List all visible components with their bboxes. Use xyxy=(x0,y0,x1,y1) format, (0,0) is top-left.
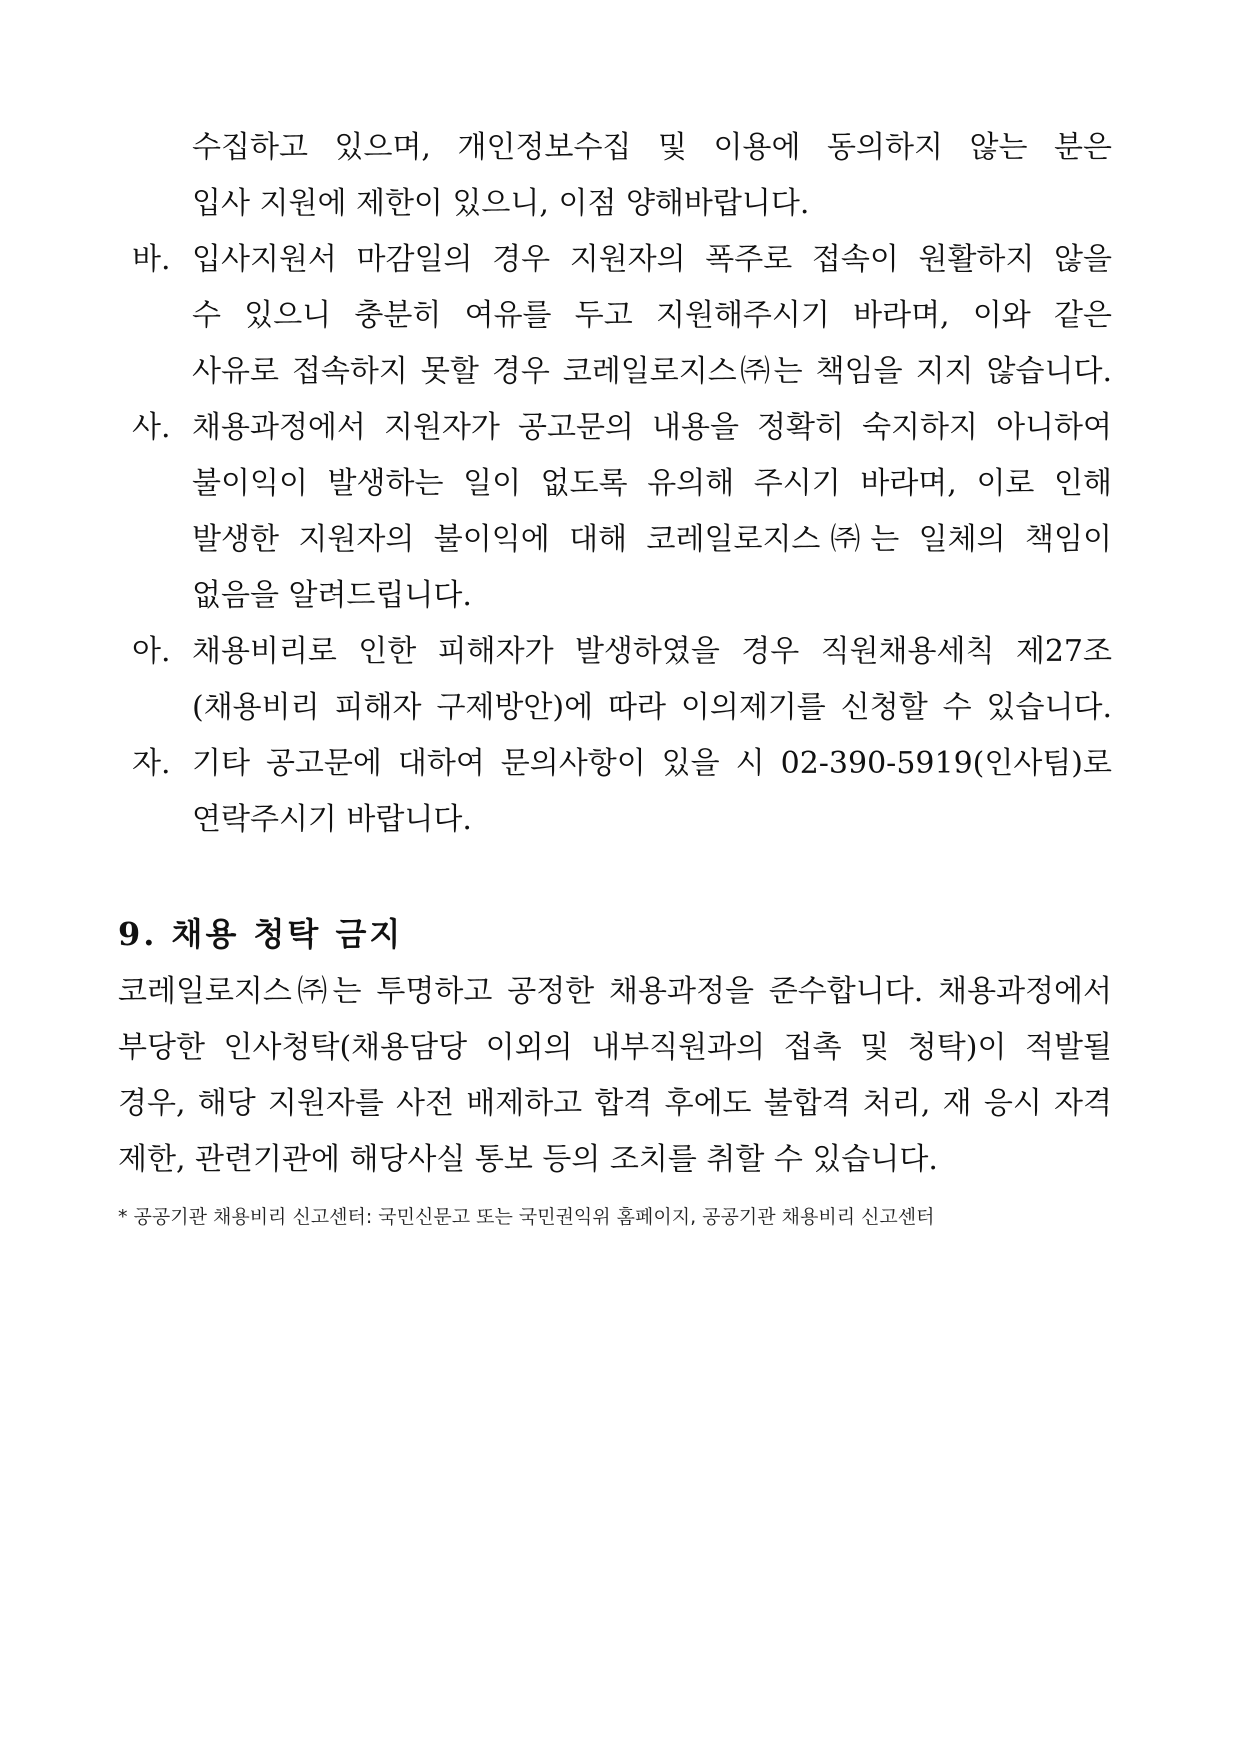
section-heading: 9. 채용 청탁 금지 xyxy=(118,915,404,953)
item-line: 채용과정에서 지원자가 공고문의 내용을 정확히 숙지하지 아니하여 xyxy=(192,410,1112,445)
item-line: 수 있으니 충분히 여유를 두고 지원해주시기 바라며, 이와 같은 xyxy=(192,298,1112,333)
section-line: 코레일로지스㈜는 투명하고 공정한 채용과정을 준수합니다. 채용과정에서 xyxy=(118,974,1112,1009)
continuation-line: 수집하고 있으며, 개인정보수집 및 이용에 동의하지 않는 분은 xyxy=(192,130,1112,165)
section-line: 제한, 관련기관에 해당사실 통보 등의 조치를 취할 수 있습니다. xyxy=(118,1142,938,1177)
item-line: 입사지원서 마감일의 경우 지원자의 폭주로 접속이 원활하지 않을 xyxy=(192,242,1112,277)
item-line: 기타 공고문에 대하여 문의사항이 있을 시 02-390-5919(인사팀)로 xyxy=(192,746,1112,781)
continuation-line: 입사 지원에 제한이 있으니, 이점 양해바랍니다. xyxy=(192,186,810,221)
item-line: 불이익이 발생하는 일이 없도록 유의해 주시기 바라며, 이로 인해 xyxy=(192,466,1112,501)
item-line: 채용비리로 인한 피해자가 발생하였을 경우 직원채용세칙 제27조 xyxy=(192,634,1112,669)
section-line: 경우, 해당 지원자를 사전 배제하고 합격 후에도 불합격 처리, 재 응시 자격 xyxy=(118,1086,1112,1121)
item-line: 사유로 접속하지 못할 경우 코레일로지스㈜는 책임을 지지 않습니다. xyxy=(192,354,1112,389)
item-marker-sa: 사. xyxy=(132,410,171,445)
footnote: * 공공기관 채용비리 신고센터: 국민신문고 또는 국민권익위 홈페이지, 공공기관 채용비리 신고센터 xyxy=(118,1206,935,1228)
section-line: 부당한 인사청탁(채용담당 이외의 내부직원과의 접촉 및 청탁)이 적발될 xyxy=(118,1030,1112,1065)
item-marker-ba: 바. xyxy=(132,242,171,277)
item-line: 없음을 알려드립니다. xyxy=(192,578,472,613)
item-marker-a: 아. xyxy=(132,634,171,669)
item-marker-ja: 자. xyxy=(132,746,171,781)
item-line: 연락주시기 바랍니다. xyxy=(192,802,472,837)
item-line: (채용비리 피해자 구제방안)에 따라 이의제기를 신청할 수 있습니다. xyxy=(192,690,1112,725)
item-line: 발생한 지원자의 불이익에 대해 코레일로지스㈜는 일체의 책임이 xyxy=(192,522,1112,557)
